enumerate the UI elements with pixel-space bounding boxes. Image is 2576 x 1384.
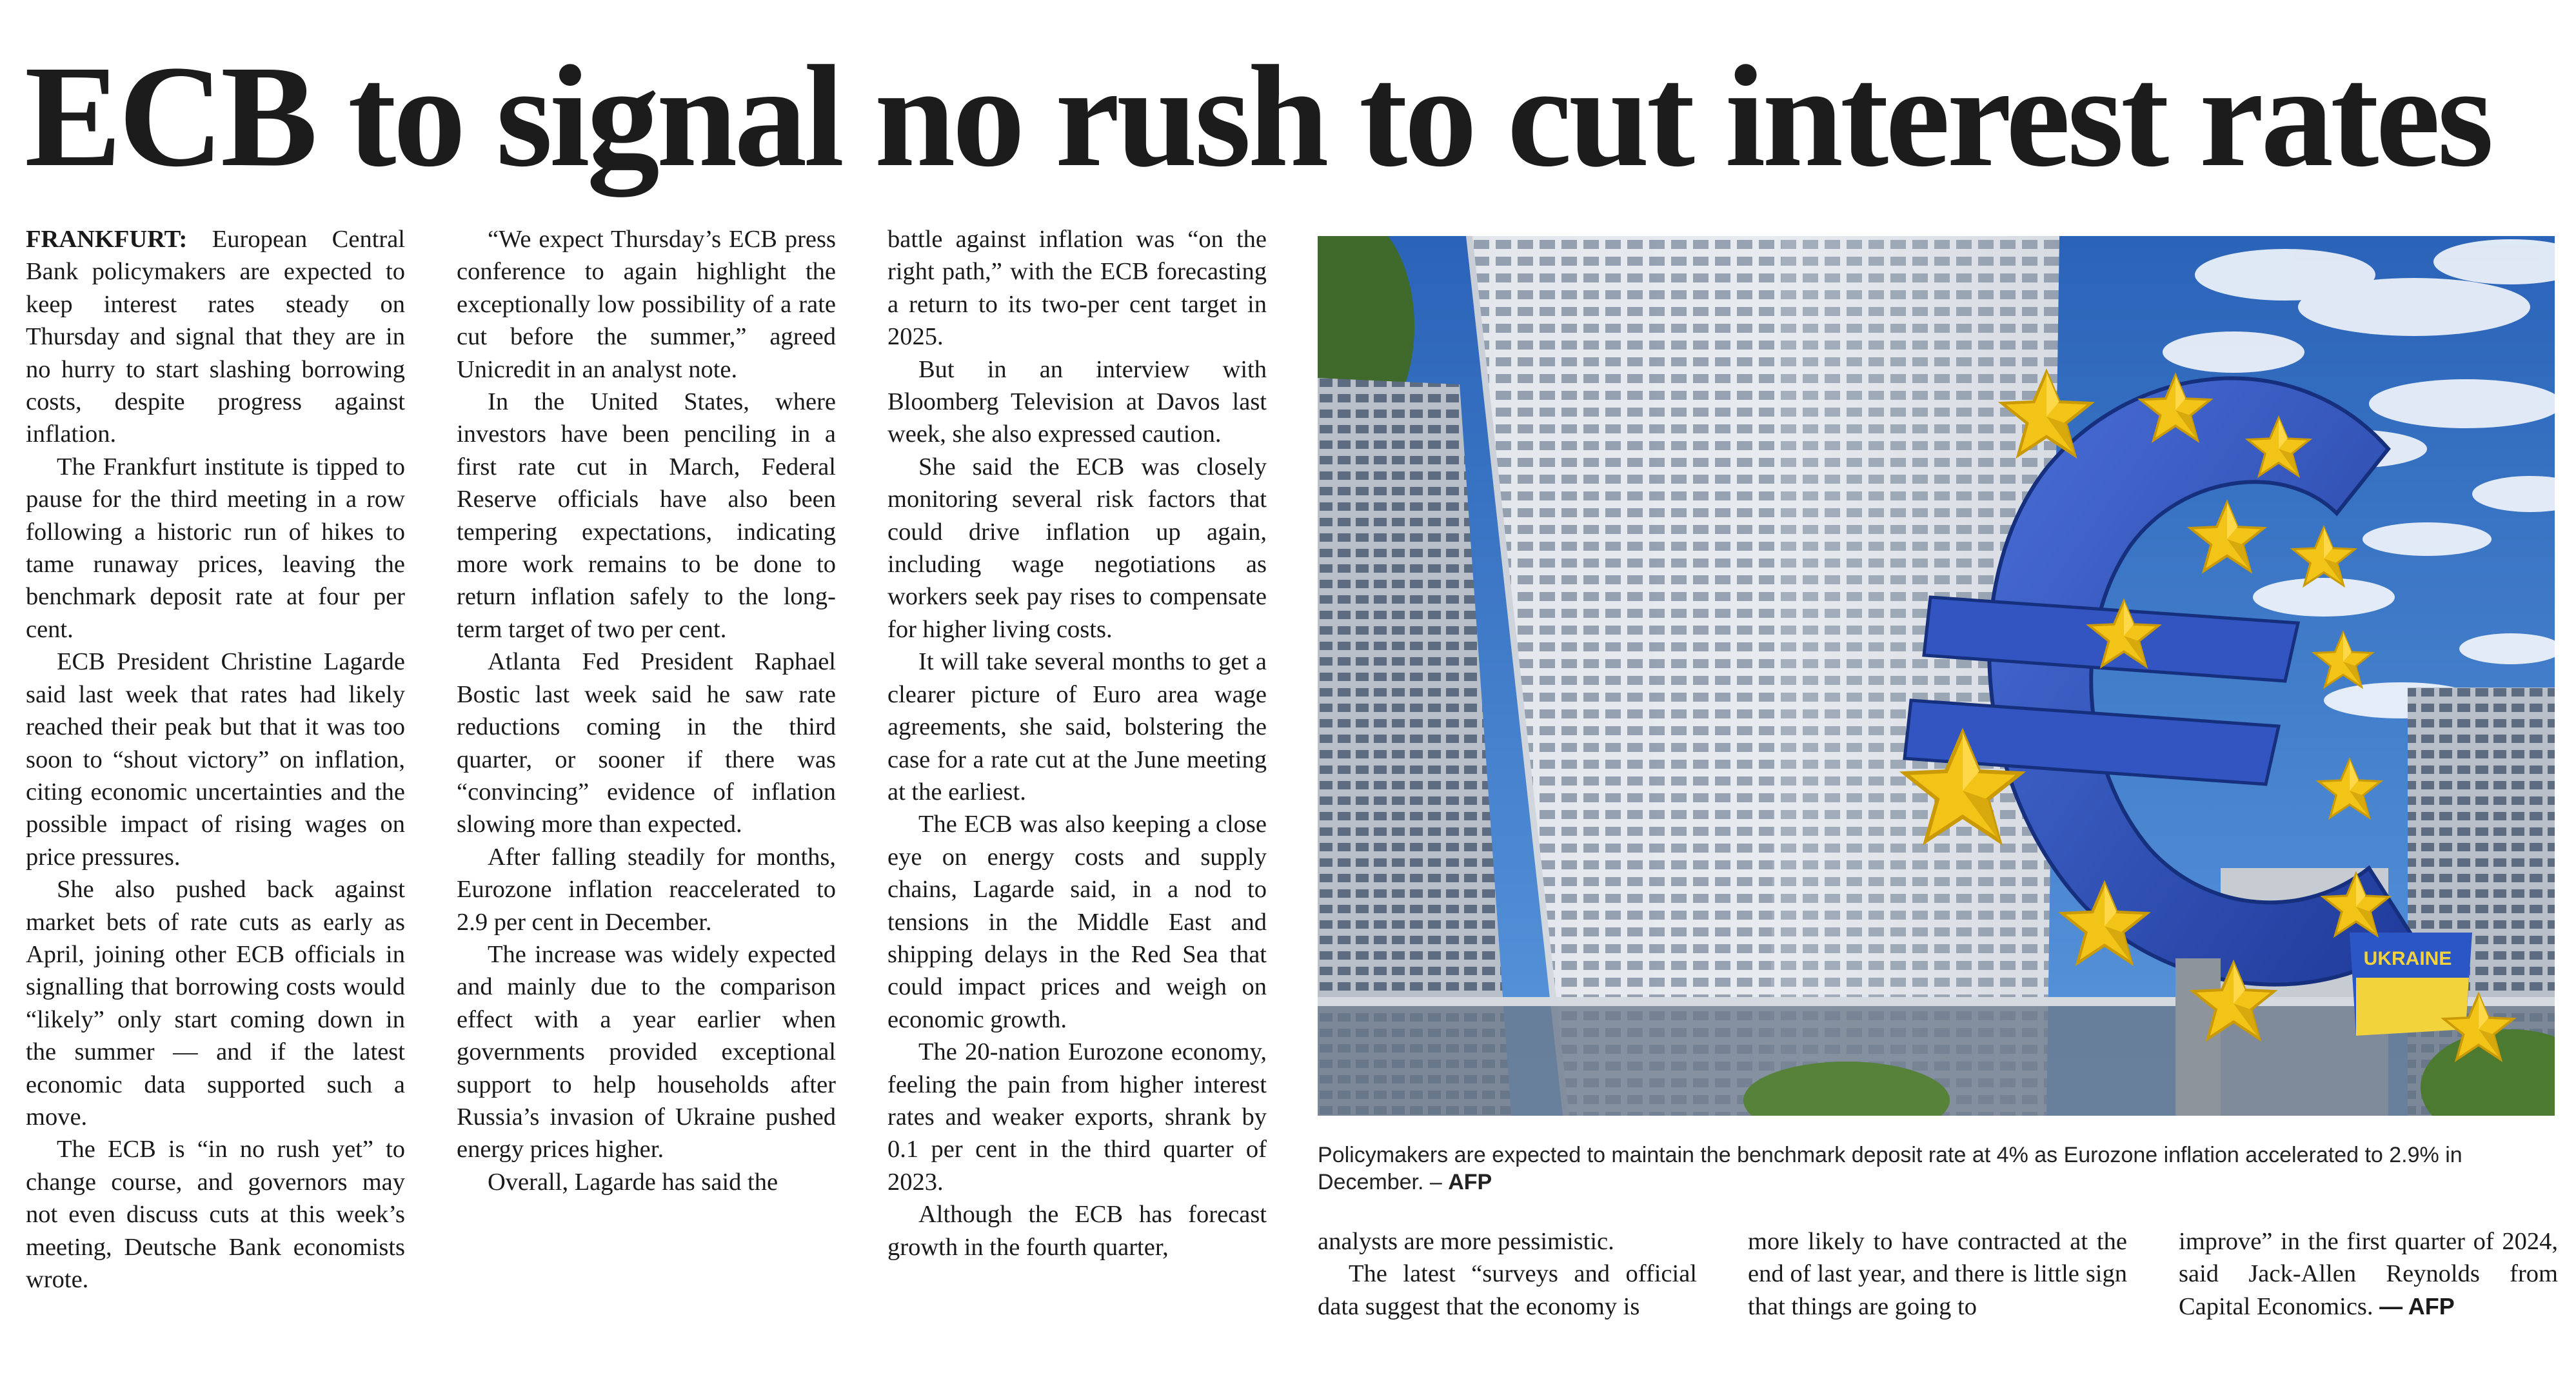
article-paragraph: The 20-nation Eurozone economy, feeling the pain from higher interest rates and weaker exports, shrank by 0.1 per cent in the third quarter of 2023. [887, 1038, 1267, 1196]
dateline: FRANKFURT: [26, 226, 188, 253]
article-paragraph: “We expect Thursday’s ECB press conference to again highlight the exceptionally low possibility of a rate cut before the summer,” agreed Unicredit in an analyst note. [457, 226, 836, 383]
article-paragraph: It will take several months to get a clearer picture of Euro area wage agreements, she said, bolstering the case for a rate cut at the June meeting at the earliest. [887, 648, 1267, 806]
headline: ECB to signal no rush to cut interest rates [25, 35, 2491, 197]
article-paragraph: ECB President Christine Lagarde said last week that rates had likely reached their peak but that it was too soon to “shout victory” on inflation, citing economic uncertainties and the possible impact of rising wages on price pressures. [26, 648, 405, 871]
paragraph-text: improve” in the first quarter of 2024, said Jack-Allen Reynolds from Capital Economics. [2179, 1228, 2558, 1320]
ecb-euro-sculpture-photo [1318, 236, 2555, 1116]
article-paragraph [26, 223, 405, 451]
article-column-4 [1318, 1225, 1697, 1323]
signature: — AFP [2379, 1292, 2455, 1320]
article-paragraph: The Frankfurt institute is tipped to pause for the third meeting in a row following a historic run of hikes to tame runaway prices, leaving the benchmark deposit rate at four per cent. [26, 453, 405, 643]
article-column-6 [2179, 1225, 2558, 1323]
article-paragraph: Although the ECB has forecast growth in the fourth quarter, [887, 1201, 1267, 1261]
article-paragraph: The ECB was also keeping a close eye on energy costs and supply chains, Lagarde said, in a nod to tensions in the Middle East and shipping delays in the Red Sea that could impact prices and weigh on economic growth. [887, 811, 1267, 1033]
article-column-5 [1748, 1225, 2127, 1323]
article-paragraph: Overall, Lagarde has said the [488, 1168, 778, 1196]
article-paragraph: She said the ECB was closely monitoring several risk factors that could drive inflation up again, including wage negotiations as workers seek pay rises to compensate for higher living costs. [887, 453, 1267, 643]
article-column-2 [457, 223, 836, 1198]
article-paragraph [2179, 1225, 2558, 1323]
article-column-3 [887, 223, 1267, 1263]
article-paragraph: more likely to have contracted at the end of last year, and there is little sign that things are going to [1748, 1228, 2127, 1320]
caption-credit: AFP [1448, 1170, 1492, 1194]
article-paragraph: But in an interview with Bloomberg Television at Davos last week, she also expressed caution. [887, 355, 1267, 448]
article-paragraph: The increase was widely expected and mainly due to the comparison effect with a year earlier when governments provided exceptional support to help households after Russia’s invasion of Ukraine pushed energy prices higher. [457, 940, 836, 1163]
article-paragraph: She also pushed back against market bets of rate cuts as early as April, joining other ECB officials in signalling that borrowing costs would “likely” only start coming down in the summer — and if the latest economic data supported such a move. [26, 876, 405, 1131]
article-paragraph: analysts are more pessimistic. [1318, 1228, 1614, 1255]
paragraph-text: European Central Bank policymakers are expected to keep interest rates steady on Thursday and signal that they are in no hurry to start slashing borrowing costs, despite progress against inflation. [26, 226, 405, 448]
article-paragraph: In the United States, where investors have been penciling in a first rate cut in March, Federal Reserve officials have also been tempering expectations, indicating more work remains to be done to return inflation safely to the long-term target of two per cent. [457, 388, 836, 643]
article-paragraph: Atlanta Fed President Raphael Bostic last week said he saw rate reductions coming in the third quarter, or sooner if there was “convincing” evidence of inflation slowing more than expected. [457, 648, 836, 838]
banner-text: UKRAINE [2363, 948, 2452, 969]
article-paragraph: The latest “surveys and official data suggest that the economy is [1318, 1260, 1697, 1320]
photo-caption [1318, 1142, 2555, 1196]
article-paragraph: The ECB is “in no rush yet” to change course, and governors may not even discuss cuts at this week’s meeting, Deutsche Bank economists wrote. [26, 1136, 405, 1293]
article-column-1 [26, 223, 405, 1296]
article-paragraph: After falling steadily for months, Eurozone inflation reaccelerated to 2.9 per cent in December. [457, 843, 836, 936]
article-paragraph: battle against inflation was “on the right path,” with the ECB forecasting a return to its two-per cent target in 2025. [887, 226, 1267, 351]
caption-text: Policymakers are expected to maintain the benchmark deposit rate at 4% as Eurozone inflation accelerated to 2.9% in December. – [1318, 1143, 2462, 1194]
